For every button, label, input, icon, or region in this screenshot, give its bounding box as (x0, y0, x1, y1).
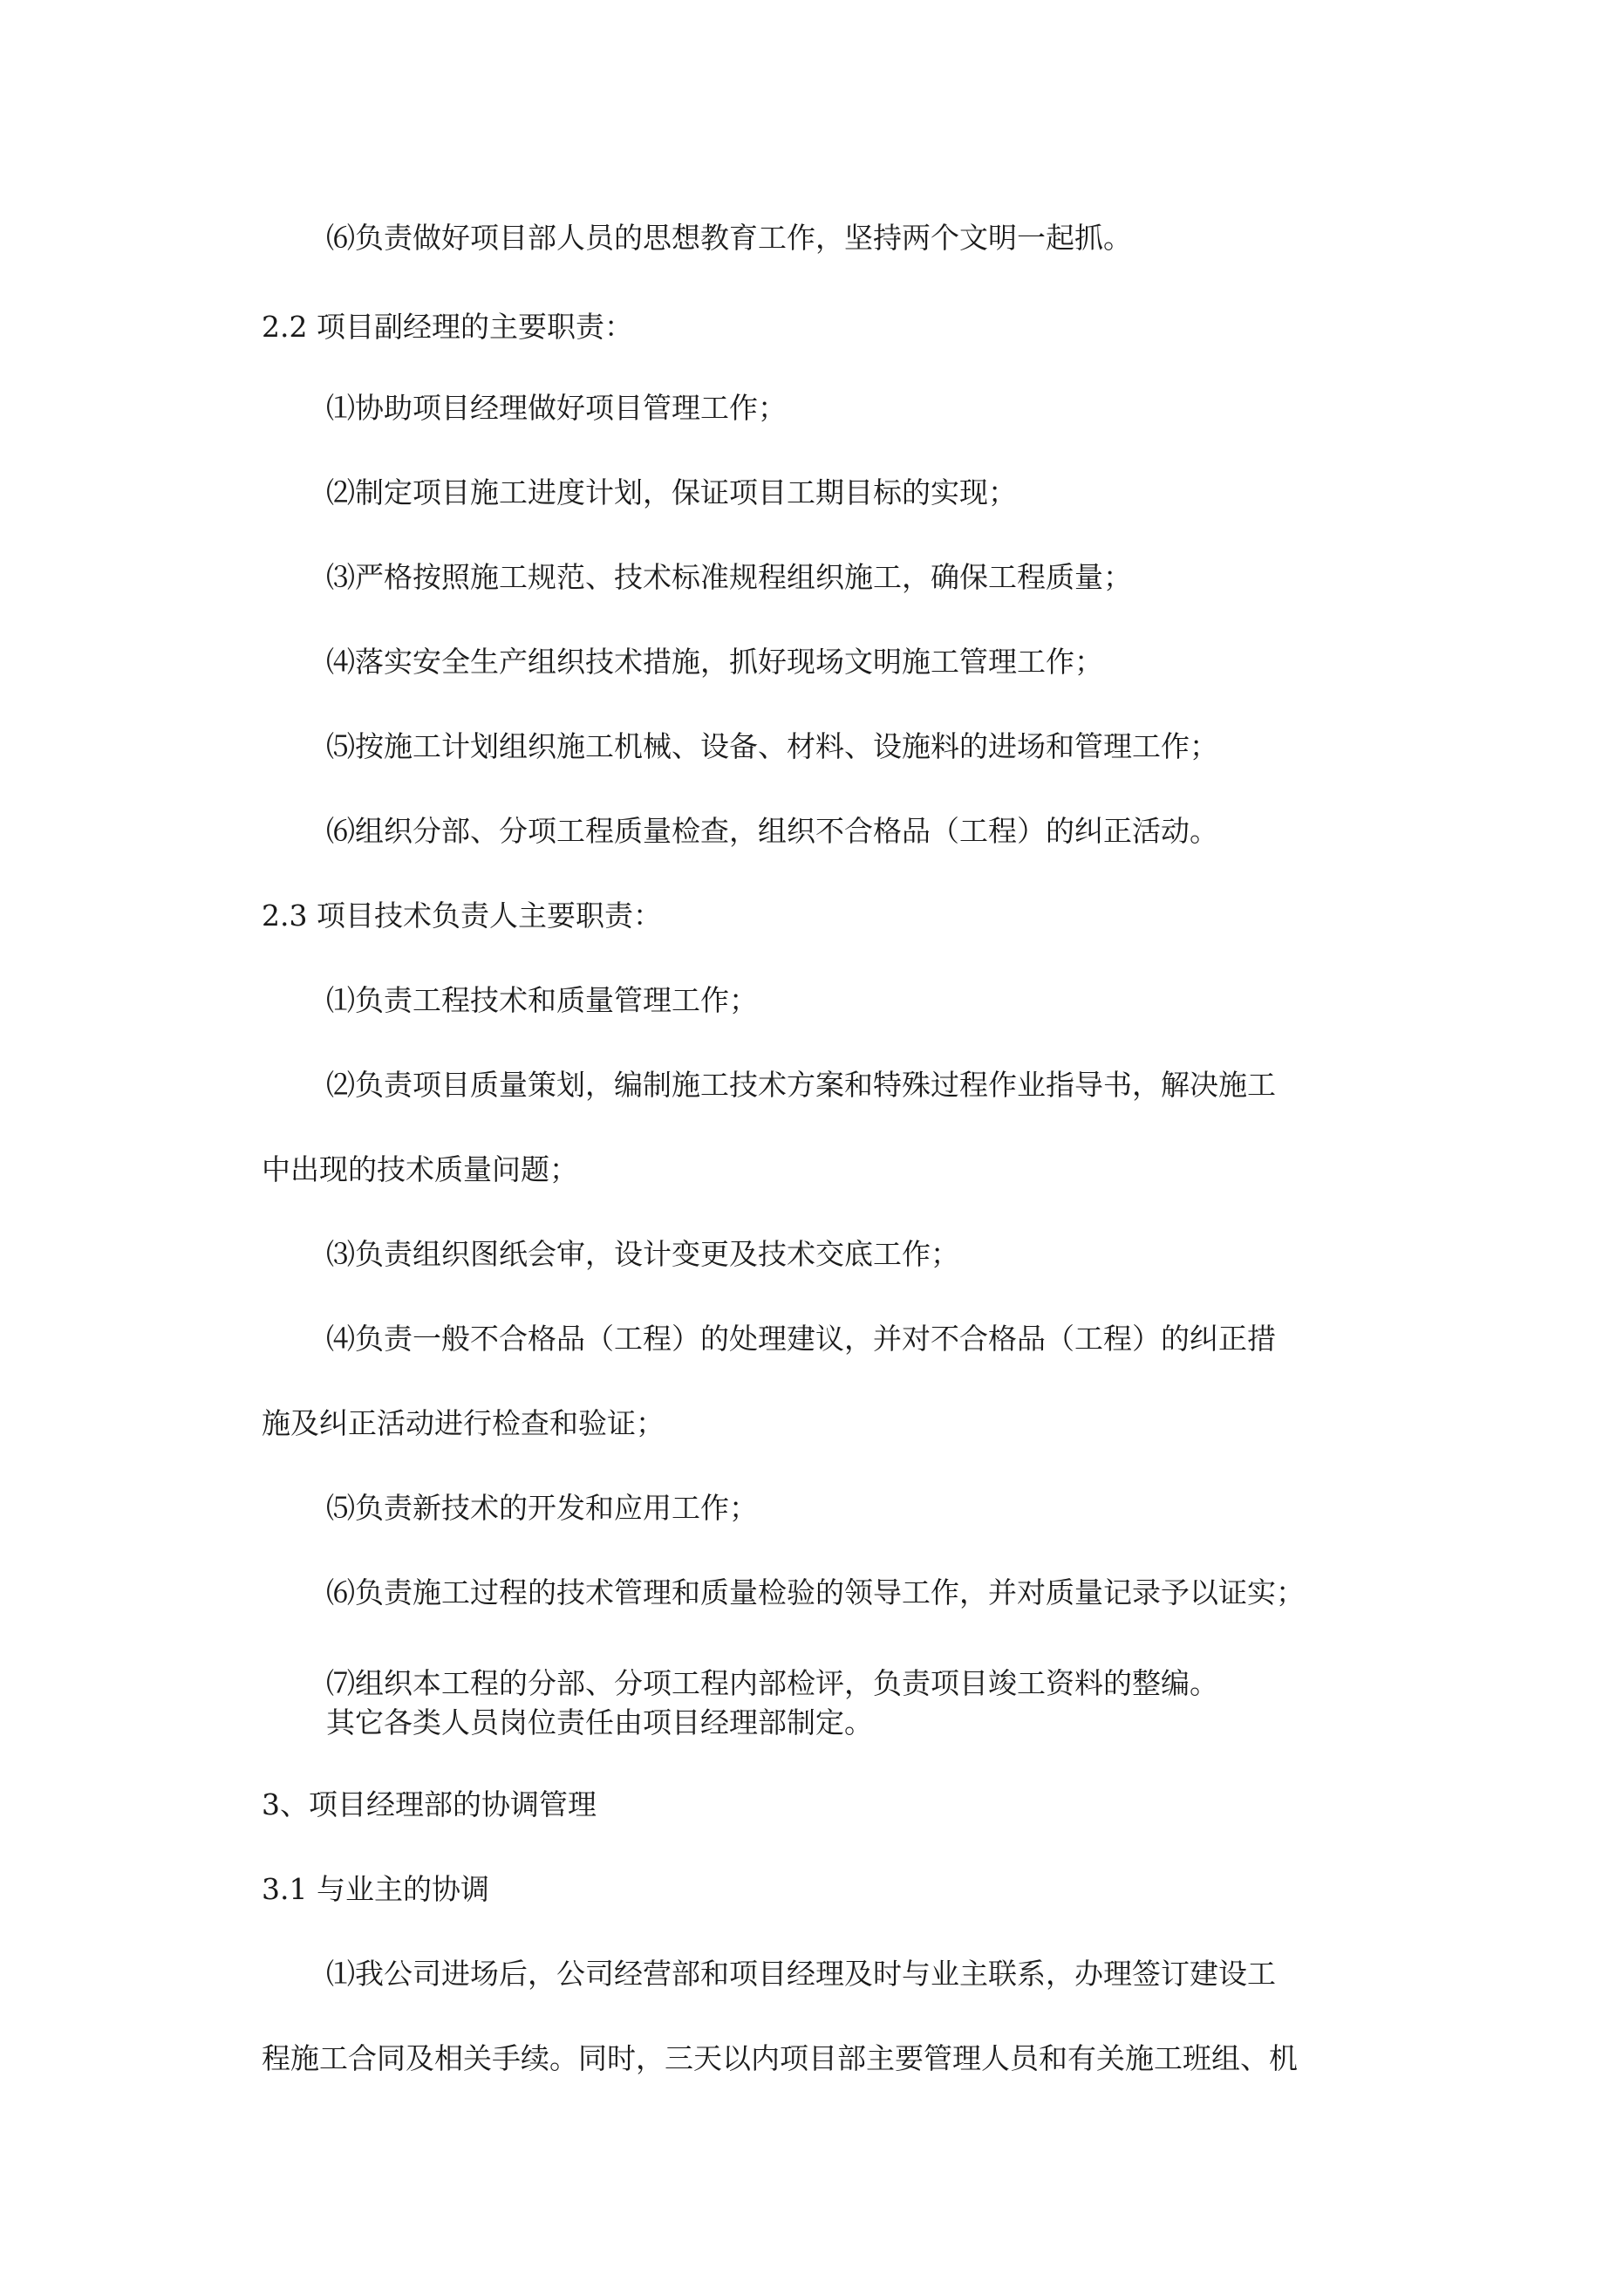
text-line-17: ⑹负责施工过程的技术管理和质量检验的领导工作，并对质量记录予以证实； (326, 1575, 1305, 1609)
section-heading-2-2: 2.2 项目副经理的主要职责： (262, 310, 633, 344)
text-line-11: ⑵负责项目质量策划，编制施工技术方案和特殊过程作业指导书，解决施工 (326, 1068, 1276, 1102)
text-line-7: ⑸按施工计划组织施工机械、设备、材料、设施料的进场和管理工作； (326, 729, 1218, 763)
text-line-13: ⑶负责组织图纸会审，设计变更及技术交底工作； (326, 1237, 959, 1271)
text-line-5: ⑶严格按照施工规范、技术标准规程组织施工，确保工程质量； (326, 560, 1132, 594)
text-line-4: ⑵制定项目施工进度计划，保证项目工期目标的实现； (326, 475, 1017, 509)
text-line-3: ⑴协助项目经理做好项目管理工作； (326, 391, 787, 425)
section-heading-3-1: 3.1 与业主的协调 (262, 1872, 489, 1906)
text-line-19: 其它各类人员岗位责任由项目经理部制定。 (326, 1705, 873, 1739)
text-line-1: ⑹负责做好项目部人员的思想教育工作，坚持两个文明一起抓。 (326, 221, 1132, 255)
text-line-16: ⑸负责新技术的开发和应用工作； (326, 1491, 758, 1525)
section-heading-2-3: 2.3 项目技术负责人主要职责： (262, 899, 662, 933)
text-line-22: ⑴我公司进场后，公司经营部和项目经理及时与业主联系，办理签订建设工 (326, 1957, 1276, 1991)
text-line-12: 中出现的技术质量问题； (262, 1152, 578, 1186)
text-line-15: 施及纠正活动进行检查和验证； (262, 1406, 665, 1440)
text-line-18: ⑺组织本工程的分部、分项工程内部检评，负责项目竣工资料的整编。 (326, 1666, 1218, 1700)
text-line-23: 程施工合同及相关手续。同时，三天以内项目部主要管理人员和有关施工班组、机 (262, 2041, 1298, 2075)
section-heading-3: 3、项目经理部的协调管理 (262, 1787, 597, 1821)
text-line-6: ⑷落实安全生产组织技术措施，抓好现场文明施工管理工作； (326, 645, 1103, 679)
text-line-10: ⑴负责工程技术和质量管理工作； (326, 983, 758, 1017)
text-line-8: ⑹组织分部、分项工程质量检查，组织不合格品（工程）的纠正活动。 (326, 814, 1218, 848)
text-line-14: ⑷负责一般不合格品（工程）的处理建议，并对不合格品（工程）的纠正措 (326, 1322, 1276, 1356)
